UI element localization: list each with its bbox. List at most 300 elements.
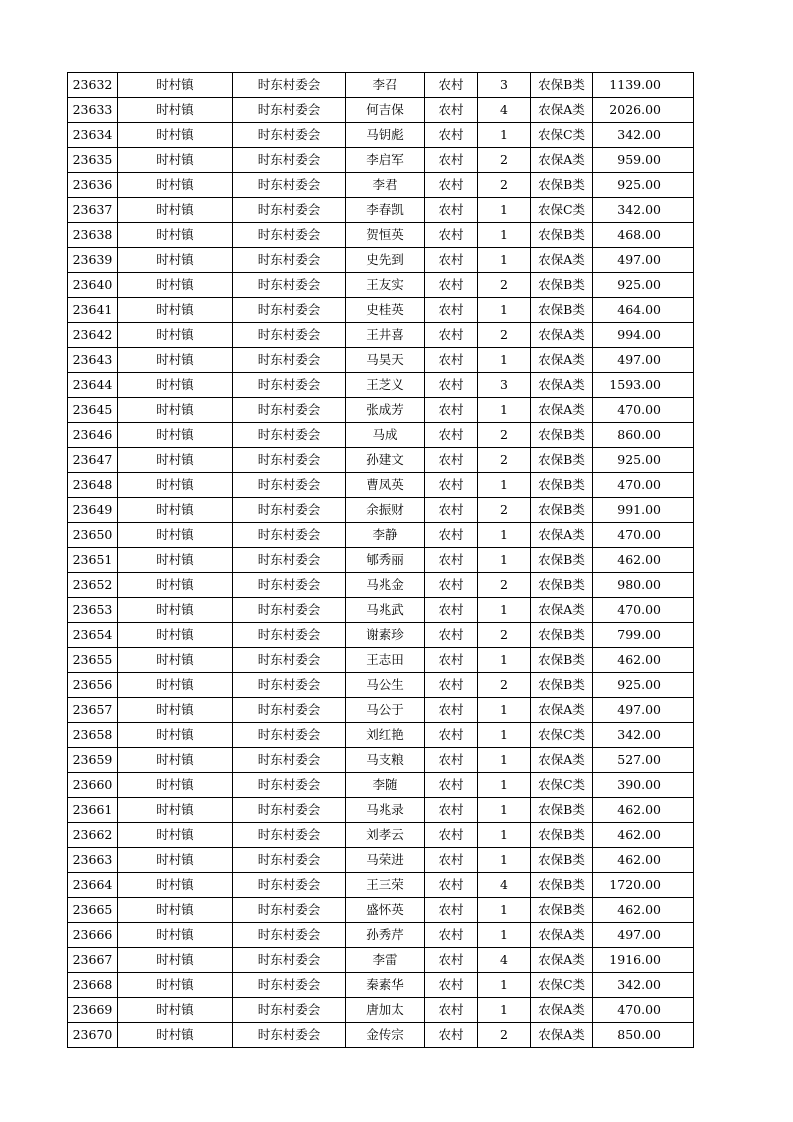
- category-cell: 农保B类: [531, 173, 593, 198]
- table-row: [68, 248, 694, 273]
- name-cell: 史桂英: [346, 298, 425, 323]
- table-row: [68, 523, 694, 548]
- persons-cell: 2: [478, 1023, 531, 1048]
- town-cell: 时村镇: [118, 648, 233, 673]
- persons-cell: 2: [478, 273, 531, 298]
- record-id-cell: 23644: [68, 373, 118, 398]
- table-row: [68, 673, 694, 698]
- category-cell: 农保B类: [531, 823, 593, 848]
- category-cell: 农保B类: [531, 273, 593, 298]
- name-cell: 马成: [346, 423, 425, 448]
- persons-cell: 1: [478, 398, 531, 423]
- household-type-cell: 农村: [425, 123, 478, 148]
- name-cell: 马钥彪: [346, 123, 425, 148]
- category-cell: 农保B类: [531, 423, 593, 448]
- table-row: [68, 323, 694, 348]
- town-cell: 时村镇: [118, 548, 233, 573]
- persons-cell: 1: [478, 923, 531, 948]
- name-cell: 马公生: [346, 673, 425, 698]
- table-row: [68, 373, 694, 398]
- household-type-cell: 农村: [425, 273, 478, 298]
- table-row: [68, 598, 694, 623]
- town-cell: 时村镇: [118, 948, 233, 973]
- category-cell: 农保B类: [531, 798, 593, 823]
- table-body: [68, 73, 694, 1048]
- amount-cell: 470.00: [593, 473, 694, 498]
- persons-cell: 1: [478, 723, 531, 748]
- persons-cell: 1: [478, 973, 531, 998]
- persons-cell: 3: [478, 73, 531, 98]
- table-row: [68, 198, 694, 223]
- household-type-cell: 农村: [425, 623, 478, 648]
- household-type-cell: 农村: [425, 548, 478, 573]
- town-cell: 时村镇: [118, 873, 233, 898]
- town-cell: 时村镇: [118, 348, 233, 373]
- household-type-cell: 农村: [425, 723, 478, 748]
- amount-cell: 462.00: [593, 823, 694, 848]
- name-cell: 马兆金: [346, 573, 425, 598]
- town-cell: 时村镇: [118, 273, 233, 298]
- village-committee-cell: 时东村委会: [233, 998, 346, 1023]
- table-row: [68, 923, 694, 948]
- village-committee-cell: 时东村委会: [233, 423, 346, 448]
- household-type-cell: 农村: [425, 823, 478, 848]
- record-id-cell: 23650: [68, 523, 118, 548]
- village-committee-cell: 时东村委会: [233, 873, 346, 898]
- town-cell: 时村镇: [118, 323, 233, 348]
- name-cell: 史先到: [346, 248, 425, 273]
- table-row: [68, 773, 694, 798]
- name-cell: 李雷: [346, 948, 425, 973]
- town-cell: 时村镇: [118, 373, 233, 398]
- record-id-cell: 23637: [68, 198, 118, 223]
- table-row: [68, 548, 694, 573]
- record-id-cell: 23647: [68, 448, 118, 473]
- name-cell: 谢素珍: [346, 623, 425, 648]
- category-cell: 农保C类: [531, 973, 593, 998]
- village-committee-cell: 时东村委会: [233, 348, 346, 373]
- table-row: [68, 1023, 694, 1048]
- name-cell: 何吉保: [346, 98, 425, 123]
- household-type-cell: 农村: [425, 373, 478, 398]
- amount-cell: 462.00: [593, 898, 694, 923]
- record-id-cell: 23658: [68, 723, 118, 748]
- household-type-cell: 农村: [425, 448, 478, 473]
- persons-cell: 1: [478, 198, 531, 223]
- town-cell: 时村镇: [118, 898, 233, 923]
- category-cell: 农保B类: [531, 73, 593, 98]
- village-committee-cell: 时东村委会: [233, 273, 346, 298]
- town-cell: 时村镇: [118, 448, 233, 473]
- name-cell: 唐加太: [346, 998, 425, 1023]
- town-cell: 时村镇: [118, 673, 233, 698]
- town-cell: 时村镇: [118, 223, 233, 248]
- category-cell: 农保A类: [531, 998, 593, 1023]
- amount-cell: 497.00: [593, 248, 694, 273]
- record-id-cell: 23641: [68, 298, 118, 323]
- household-type-cell: 农村: [425, 648, 478, 673]
- name-cell: 刘红艳: [346, 723, 425, 748]
- household-type-cell: 农村: [425, 348, 478, 373]
- amount-cell: 527.00: [593, 748, 694, 773]
- town-cell: 时村镇: [118, 598, 233, 623]
- category-cell: 农保C类: [531, 198, 593, 223]
- town-cell: 时村镇: [118, 773, 233, 798]
- household-type-cell: 农村: [425, 473, 478, 498]
- village-committee-cell: 时东村委会: [233, 773, 346, 798]
- persons-cell: 2: [478, 673, 531, 698]
- record-id-cell: 23666: [68, 923, 118, 948]
- amount-cell: 980.00: [593, 573, 694, 598]
- name-cell: 王友实: [346, 273, 425, 298]
- category-cell: 农保B类: [531, 848, 593, 873]
- town-cell: 时村镇: [118, 523, 233, 548]
- record-id-cell: 23665: [68, 898, 118, 923]
- table-row: [68, 698, 694, 723]
- town-cell: 时村镇: [118, 573, 233, 598]
- persons-cell: 1: [478, 898, 531, 923]
- record-id-cell: 23634: [68, 123, 118, 148]
- name-cell: 马兆武: [346, 598, 425, 623]
- record-id-cell: 23655: [68, 648, 118, 673]
- amount-cell: 470.00: [593, 998, 694, 1023]
- amount-cell: 959.00: [593, 148, 694, 173]
- category-cell: 农保A类: [531, 248, 593, 273]
- record-id-cell: 23667: [68, 948, 118, 973]
- persons-cell: 1: [478, 748, 531, 773]
- amount-cell: 468.00: [593, 223, 694, 248]
- persons-cell: 4: [478, 98, 531, 123]
- record-id-cell: 23669: [68, 998, 118, 1023]
- record-id-cell: 23638: [68, 223, 118, 248]
- category-cell: 农保C类: [531, 723, 593, 748]
- table-row: [68, 998, 694, 1023]
- persons-cell: 2: [478, 448, 531, 473]
- amount-cell: 2026.00: [593, 98, 694, 123]
- name-cell: 马支粮: [346, 748, 425, 773]
- household-type-cell: 农村: [425, 748, 478, 773]
- town-cell: 时村镇: [118, 1023, 233, 1048]
- household-type-cell: 农村: [425, 873, 478, 898]
- amount-cell: 497.00: [593, 698, 694, 723]
- amount-cell: 497.00: [593, 923, 694, 948]
- persons-cell: 1: [478, 223, 531, 248]
- amount-cell: 462.00: [593, 548, 694, 573]
- table-row: [68, 73, 694, 98]
- household-type-cell: 农村: [425, 698, 478, 723]
- record-id-cell: 23662: [68, 823, 118, 848]
- table-row: [68, 423, 694, 448]
- name-cell: 孙建文: [346, 448, 425, 473]
- persons-cell: 1: [478, 648, 531, 673]
- village-committee-cell: 时东村委会: [233, 848, 346, 873]
- household-type-cell: 农村: [425, 523, 478, 548]
- record-id-cell: 23640: [68, 273, 118, 298]
- persons-cell: 4: [478, 948, 531, 973]
- amount-cell: 497.00: [593, 348, 694, 373]
- town-cell: 时村镇: [118, 973, 233, 998]
- persons-cell: 3: [478, 373, 531, 398]
- village-committee-cell: 时东村委会: [233, 123, 346, 148]
- persons-cell: 2: [478, 623, 531, 648]
- category-cell: 农保A类: [531, 148, 593, 173]
- name-cell: 刘孝云: [346, 823, 425, 848]
- persons-cell: 1: [478, 698, 531, 723]
- town-cell: 时村镇: [118, 623, 233, 648]
- village-committee-cell: 时东村委会: [233, 823, 346, 848]
- record-id-cell: 23636: [68, 173, 118, 198]
- amount-cell: 1593.00: [593, 373, 694, 398]
- amount-cell: 1139.00: [593, 73, 694, 98]
- name-cell: 金传宗: [346, 1023, 425, 1048]
- record-id-cell: 23668: [68, 973, 118, 998]
- town-cell: 时村镇: [118, 823, 233, 848]
- village-committee-cell: 时东村委会: [233, 473, 346, 498]
- record-id-cell: 23639: [68, 248, 118, 273]
- persons-cell: 2: [478, 498, 531, 523]
- table-row: [68, 798, 694, 823]
- record-id-cell: 23653: [68, 598, 118, 623]
- amount-cell: 470.00: [593, 523, 694, 548]
- household-type-cell: 农村: [425, 798, 478, 823]
- town-cell: 时村镇: [118, 723, 233, 748]
- amount-cell: 925.00: [593, 448, 694, 473]
- category-cell: 农保A类: [531, 98, 593, 123]
- village-committee-cell: 时东村委会: [233, 148, 346, 173]
- record-id-cell: 23652: [68, 573, 118, 598]
- category-cell: 农保B类: [531, 873, 593, 898]
- category-cell: 农保A类: [531, 373, 593, 398]
- table-row: [68, 398, 694, 423]
- household-type-cell: 农村: [425, 673, 478, 698]
- table-row: [68, 973, 694, 998]
- household-type-cell: 农村: [425, 173, 478, 198]
- village-committee-cell: 时东村委会: [233, 723, 346, 748]
- record-id-cell: 23654: [68, 623, 118, 648]
- category-cell: 农保B类: [531, 573, 593, 598]
- name-cell: 盛怀英: [346, 898, 425, 923]
- name-cell: 王志田: [346, 648, 425, 673]
- name-cell: 张成芳: [346, 398, 425, 423]
- village-committee-cell: 时东村委会: [233, 373, 346, 398]
- amount-cell: 991.00: [593, 498, 694, 523]
- category-cell: 农保B类: [531, 898, 593, 923]
- village-committee-cell: 时东村委会: [233, 598, 346, 623]
- town-cell: 时村镇: [118, 248, 233, 273]
- persons-cell: 2: [478, 323, 531, 348]
- amount-cell: 925.00: [593, 673, 694, 698]
- table-row: [68, 448, 694, 473]
- name-cell: 李随: [346, 773, 425, 798]
- table-row: [68, 573, 694, 598]
- village-committee-cell: 时东村委会: [233, 798, 346, 823]
- name-cell: 孙秀芹: [346, 923, 425, 948]
- town-cell: 时村镇: [118, 198, 233, 223]
- name-cell: 李春凯: [346, 198, 425, 223]
- category-cell: 农保A类: [531, 948, 593, 973]
- table-row: [68, 148, 694, 173]
- village-committee-cell: 时东村委会: [233, 673, 346, 698]
- persons-cell: 1: [478, 798, 531, 823]
- household-type-cell: 农村: [425, 1023, 478, 1048]
- record-id-cell: 23670: [68, 1023, 118, 1048]
- town-cell: 时村镇: [118, 173, 233, 198]
- village-committee-cell: 时东村委会: [233, 498, 346, 523]
- record-id-cell: 23663: [68, 848, 118, 873]
- household-type-cell: 农村: [425, 248, 478, 273]
- household-type-cell: 农村: [425, 898, 478, 923]
- table-row: [68, 173, 694, 198]
- town-cell: 时村镇: [118, 123, 233, 148]
- town-cell: 时村镇: [118, 148, 233, 173]
- village-committee-cell: 时东村委会: [233, 1023, 346, 1048]
- name-cell: 李召: [346, 73, 425, 98]
- category-cell: 农保A类: [531, 523, 593, 548]
- amount-cell: 850.00: [593, 1023, 694, 1048]
- household-type-cell: 农村: [425, 498, 478, 523]
- record-id-cell: 23646: [68, 423, 118, 448]
- category-cell: 农保B类: [531, 648, 593, 673]
- table-row: [68, 873, 694, 898]
- household-type-cell: 农村: [425, 198, 478, 223]
- village-committee-cell: 时东村委会: [233, 698, 346, 723]
- village-committee-cell: 时东村委会: [233, 648, 346, 673]
- category-cell: 农保B类: [531, 223, 593, 248]
- amount-cell: 342.00: [593, 123, 694, 148]
- name-cell: 秦素华: [346, 973, 425, 998]
- category-cell: 农保A类: [531, 398, 593, 423]
- amount-cell: 799.00: [593, 623, 694, 648]
- table-row: [68, 498, 694, 523]
- record-id-cell: 23645: [68, 398, 118, 423]
- record-id-cell: 23633: [68, 98, 118, 123]
- household-type-cell: 农村: [425, 298, 478, 323]
- persons-cell: 1: [478, 523, 531, 548]
- amount-cell: 1916.00: [593, 948, 694, 973]
- persons-cell: 2: [478, 573, 531, 598]
- name-cell: 李君: [346, 173, 425, 198]
- table-row: [68, 623, 694, 648]
- town-cell: 时村镇: [118, 498, 233, 523]
- table-row: [68, 98, 694, 123]
- name-cell: 郇秀丽: [346, 548, 425, 573]
- village-committee-cell: 时东村委会: [233, 98, 346, 123]
- record-id-cell: 23648: [68, 473, 118, 498]
- table-row: [68, 898, 694, 923]
- category-cell: 农保C类: [531, 773, 593, 798]
- record-id-cell: 23643: [68, 348, 118, 373]
- household-type-cell: 农村: [425, 223, 478, 248]
- village-committee-cell: 时东村委会: [233, 398, 346, 423]
- table-row: [68, 648, 694, 673]
- benefit-roster-table: [67, 72, 694, 1048]
- household-type-cell: 农村: [425, 573, 478, 598]
- name-cell: 李启军: [346, 148, 425, 173]
- amount-cell: 925.00: [593, 273, 694, 298]
- category-cell: 农保B类: [531, 298, 593, 323]
- amount-cell: 860.00: [593, 423, 694, 448]
- persons-cell: 1: [478, 598, 531, 623]
- town-cell: 时村镇: [118, 298, 233, 323]
- record-id-cell: 23659: [68, 748, 118, 773]
- amount-cell: 462.00: [593, 798, 694, 823]
- table-row: [68, 123, 694, 148]
- table-row: [68, 298, 694, 323]
- persons-cell: 1: [478, 848, 531, 873]
- household-type-cell: 农村: [425, 598, 478, 623]
- village-committee-cell: 时东村委会: [233, 573, 346, 598]
- town-cell: 时村镇: [118, 998, 233, 1023]
- name-cell: 王井喜: [346, 323, 425, 348]
- household-type-cell: 农村: [425, 398, 478, 423]
- amount-cell: 925.00: [593, 173, 694, 198]
- table-row: [68, 823, 694, 848]
- town-cell: 时村镇: [118, 98, 233, 123]
- village-committee-cell: 时东村委会: [233, 923, 346, 948]
- town-cell: 时村镇: [118, 423, 233, 448]
- persons-cell: 1: [478, 823, 531, 848]
- table-row: [68, 948, 694, 973]
- persons-cell: 1: [478, 773, 531, 798]
- village-committee-cell: 时东村委会: [233, 448, 346, 473]
- persons-cell: 2: [478, 173, 531, 198]
- village-committee-cell: 时东村委会: [233, 748, 346, 773]
- town-cell: 时村镇: [118, 923, 233, 948]
- amount-cell: 1720.00: [593, 873, 694, 898]
- village-committee-cell: 时东村委会: [233, 248, 346, 273]
- town-cell: 时村镇: [118, 798, 233, 823]
- household-type-cell: 农村: [425, 73, 478, 98]
- household-type-cell: 农村: [425, 948, 478, 973]
- persons-cell: 1: [478, 473, 531, 498]
- category-cell: 农保C类: [531, 123, 593, 148]
- amount-cell: 470.00: [593, 398, 694, 423]
- village-committee-cell: 时东村委会: [233, 948, 346, 973]
- category-cell: 农保A类: [531, 348, 593, 373]
- persons-cell: 1: [478, 348, 531, 373]
- persons-cell: 1: [478, 548, 531, 573]
- household-type-cell: 农村: [425, 998, 478, 1023]
- record-id-cell: 23664: [68, 873, 118, 898]
- table-row: [68, 473, 694, 498]
- amount-cell: 994.00: [593, 323, 694, 348]
- persons-cell: 2: [478, 423, 531, 448]
- name-cell: 马昊天: [346, 348, 425, 373]
- table-row: [68, 348, 694, 373]
- household-type-cell: 农村: [425, 323, 478, 348]
- category-cell: 农保B类: [531, 498, 593, 523]
- town-cell: 时村镇: [118, 748, 233, 773]
- persons-cell: 1: [478, 123, 531, 148]
- village-committee-cell: 时东村委会: [233, 223, 346, 248]
- village-committee-cell: 时东村委会: [233, 173, 346, 198]
- name-cell: 曹凤英: [346, 473, 425, 498]
- category-cell: 农保A类: [531, 923, 593, 948]
- village-committee-cell: 时东村委会: [233, 323, 346, 348]
- category-cell: 农保A类: [531, 598, 593, 623]
- record-id-cell: 23635: [68, 148, 118, 173]
- amount-cell: 464.00: [593, 298, 694, 323]
- category-cell: 农保B类: [531, 623, 593, 648]
- category-cell: 农保B类: [531, 473, 593, 498]
- household-type-cell: 农村: [425, 423, 478, 448]
- name-cell: 余振财: [346, 498, 425, 523]
- category-cell: 农保A类: [531, 323, 593, 348]
- village-committee-cell: 时东村委会: [233, 73, 346, 98]
- name-cell: 李静: [346, 523, 425, 548]
- town-cell: 时村镇: [118, 473, 233, 498]
- category-cell: 农保B类: [531, 548, 593, 573]
